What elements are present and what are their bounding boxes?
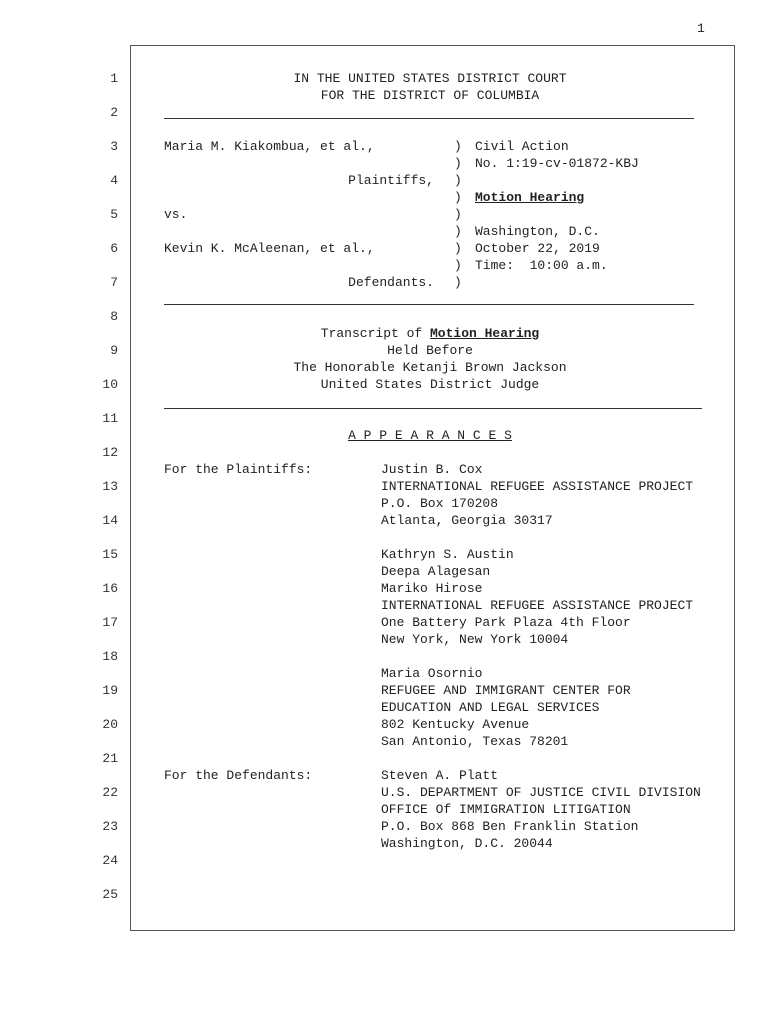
- plaintiffs-counsel-line: New York, New York 10004: [381, 632, 569, 647]
- plaintiffs-counsel-line: P.O. Box 170208: [381, 496, 499, 511]
- plaintiffs-counsel-line: EDUCATION AND LEGAL SERVICES: [381, 700, 600, 715]
- defendants-counsel-line: Steven A. Platt: [381, 768, 499, 783]
- plaintiff-name: Maria M. Kiakombua, et al.,: [164, 139, 375, 154]
- line-number: 7: [110, 275, 118, 290]
- defendants-counsel-line: P.O. Box 868 Ben Franklin Station: [381, 819, 639, 834]
- caption-rule: [164, 304, 694, 305]
- hearing-location: Washington, D.C.: [475, 224, 600, 239]
- court-district: FOR THE DISTRICT OF COLUMBIA: [320, 88, 540, 103]
- plaintiffs-counsel-label: For the Plaintiffs:: [164, 462, 313, 477]
- plaintiffs-counsel-line: Justin B. Cox: [381, 462, 483, 477]
- line-number: 21: [102, 751, 118, 766]
- held-before: Held Before: [387, 343, 473, 358]
- caption-paren: ): [454, 190, 462, 205]
- defendant-name: Kevin K. McAleenan, et al.,: [164, 241, 375, 256]
- plaintiffs-counsel-line: Atlanta, Georgia 30317: [381, 513, 553, 528]
- plaintiffs-counsel-line: Kathryn S. Austin: [381, 547, 514, 562]
- transcript-rule: [164, 408, 702, 409]
- line-number: 24: [102, 853, 118, 868]
- plaintiffs-counsel-line: Mariko Hirose: [381, 581, 483, 596]
- caption-paren: ): [454, 139, 462, 154]
- line-number: 17: [102, 615, 118, 630]
- court-name: IN THE UNITED STATES DISTRICT COURT: [293, 71, 567, 86]
- line-number: 16: [102, 581, 118, 596]
- line-number: 9: [110, 343, 118, 358]
- transcript-title: [164, 325, 696, 342]
- line-number: 14: [102, 513, 118, 528]
- line-number: 8: [110, 309, 118, 324]
- plaintiffs-counsel-line: INTERNATIONAL REFUGEE ASSISTANCE PROJECT: [381, 479, 694, 494]
- case-number: No. 1:19-cv-01872-KBJ: [475, 156, 639, 171]
- plaintiffs-counsel-line: INTERNATIONAL REFUGEE ASSISTANCE PROJECT: [381, 598, 694, 613]
- caption-paren: ): [454, 241, 462, 256]
- line-number: 1: [110, 71, 118, 86]
- line-number: 18: [102, 649, 118, 664]
- judge-title: United States District Judge: [320, 377, 540, 392]
- line-number: 4: [110, 173, 118, 188]
- hearing-type: Motion Hearing: [475, 190, 585, 205]
- line-number: 11: [102, 411, 118, 426]
- line-number: 20: [102, 717, 118, 732]
- line-number: 19: [102, 683, 118, 698]
- line-number: 15: [102, 547, 118, 562]
- defendants-counsel-label: For the Defendants:: [164, 768, 313, 783]
- defendants-label: Defendants.: [348, 275, 434, 290]
- versus: vs.: [164, 207, 188, 222]
- line-number: 25: [102, 887, 118, 902]
- caption-paren: ): [454, 207, 462, 222]
- hearing-time: Time: 10:00 a.m.: [475, 258, 608, 273]
- plaintiffs-counsel-line: 802 Kentucky Avenue: [381, 717, 530, 732]
- transcript-hearing-type: Motion Hearing: [430, 326, 540, 341]
- plaintiffs-counsel-line: Maria Osornio: [381, 666, 483, 681]
- caption-paren: ): [454, 224, 462, 239]
- line-number: 5: [110, 207, 118, 222]
- defendants-counsel-line: U.S. DEPARTMENT OF JUSTICE CIVIL DIVISION: [381, 785, 701, 800]
- line-number: 23: [102, 819, 118, 834]
- plaintiffs-counsel-line: REFUGEE AND IMMIGRANT CENTER FOR: [381, 683, 631, 698]
- frame-margin: [736, 46, 770, 930]
- line-number: 6: [110, 241, 118, 256]
- judge-name: The Honorable Ketanji Brown Jackson: [293, 360, 567, 375]
- plaintiffs-counsel-line: San Antonio, Texas 78201: [381, 734, 569, 749]
- caption-paren: ): [454, 275, 462, 290]
- caption-paren: ): [454, 156, 462, 171]
- defendants-counsel-line: Washington, D.C. 20044: [381, 836, 553, 851]
- plaintiffs-counsel-line: Deepa Alagesan: [381, 564, 491, 579]
- civil-action: Civil Action: [475, 139, 569, 154]
- line-number: 10: [102, 377, 118, 392]
- transcript-prefix: Transcript of: [320, 326, 430, 341]
- line-number: 2: [110, 105, 118, 120]
- header-rule: [164, 118, 694, 119]
- page-number: 1: [697, 21, 705, 36]
- line-number: 3: [110, 139, 118, 154]
- appearances-heading: A P P E A R A N C E S: [348, 428, 512, 443]
- line-number: 22: [102, 785, 118, 800]
- caption-paren: ): [454, 173, 462, 188]
- line-number: 12: [102, 445, 118, 460]
- defendants-counsel-line: OFFICE Of IMMIGRATION LITIGATION: [381, 802, 631, 817]
- hearing-date: October 22, 2019: [475, 241, 600, 256]
- plaintiffs-label: Plaintiffs,: [348, 173, 434, 188]
- line-number: 13: [102, 479, 118, 494]
- caption-paren: ): [454, 258, 462, 273]
- plaintiffs-counsel-line: One Battery Park Plaza 4th Floor: [381, 615, 631, 630]
